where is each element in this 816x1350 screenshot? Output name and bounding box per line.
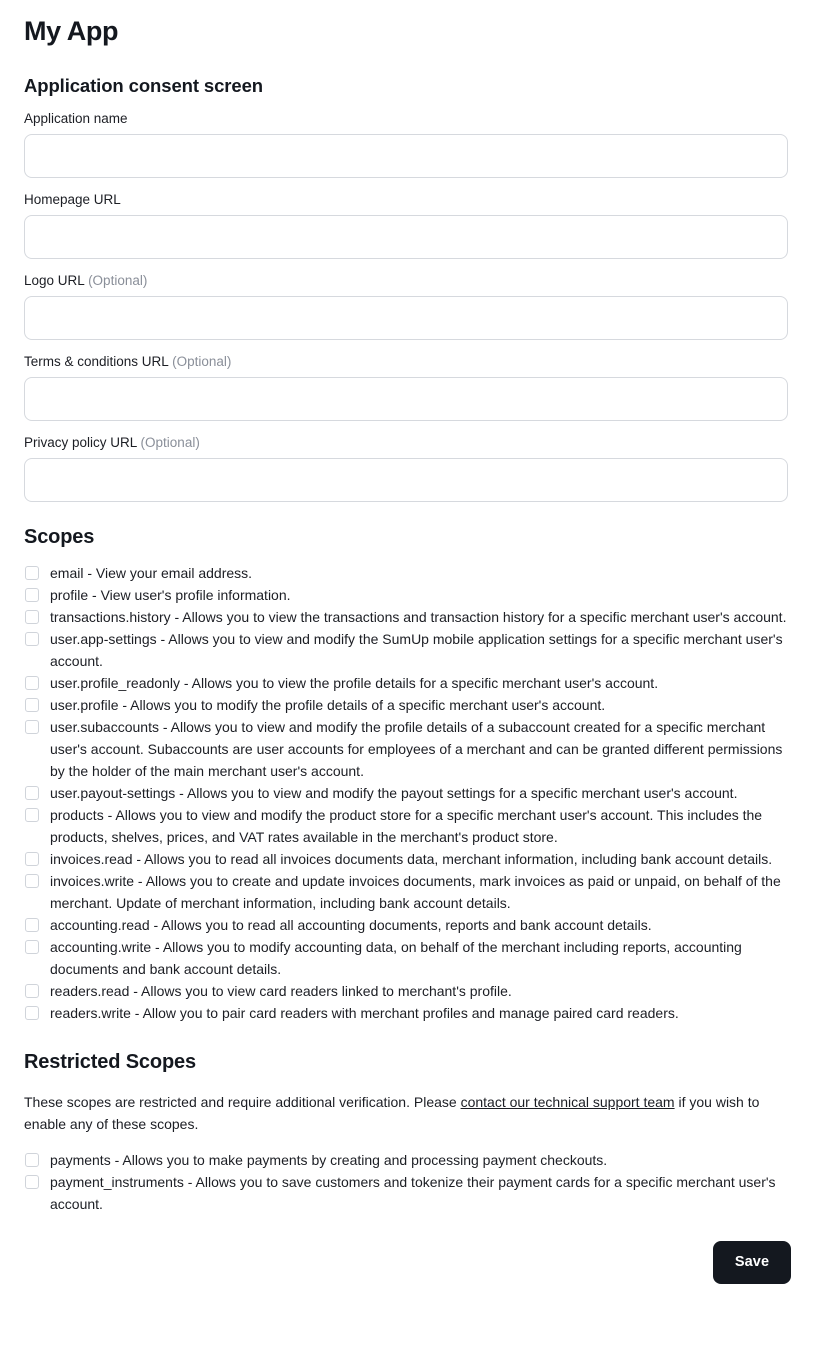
- scope-item[interactable]: [24, 628, 792, 672]
- scope-item[interactable]: [24, 562, 792, 584]
- scope-label: products - Allows you to view and modify the product store for a specific merchant user's account. This includes the products, shelves, prices, and VAT rates available in the merchant's product store.: [50, 806, 763, 845]
- scope-label: payment_instruments - Allows you to save customers and tokenize their payment cards for a specific merchant user's account.: [50, 1173, 776, 1212]
- scope-checkbox[interactable]: [25, 1153, 39, 1167]
- scope-item[interactable]: [24, 716, 792, 782]
- restricted-scopes-heading: Restricted Scopes: [24, 1050, 196, 1073]
- field-label-text: Homepage URL: [24, 191, 121, 207]
- page-heading: Application consent screen: [24, 74, 263, 96]
- scope-item[interactable]: [24, 584, 792, 606]
- field-label-text: Terms & conditions URL: [24, 353, 169, 369]
- scope-checkbox[interactable]: [25, 940, 39, 954]
- scope-checkbox[interactable]: [25, 566, 39, 580]
- scope-label: invoices.read - Allows you to read all invoices documents data, merchant information, including bank account details.: [50, 850, 773, 867]
- field-label-text: Application name: [24, 110, 128, 126]
- scope-label: accounting.write - Allows you to modify accounting data, on behalf of the merchant including reports, accounting documents and bank account details.: [50, 938, 742, 977]
- form-field: [24, 111, 792, 178]
- scope-checkbox[interactable]: [25, 698, 39, 712]
- form-field: [24, 192, 792, 259]
- scope-item[interactable]: [24, 606, 792, 628]
- scope-label: accounting.read - Allows you to read all accounting documents, reports and bank account details.: [50, 916, 652, 933]
- scope-checkbox[interactable]: [25, 918, 39, 932]
- scope-item[interactable]: [24, 1149, 792, 1171]
- scope-item[interactable]: [24, 914, 792, 936]
- scope-label: payments - Allows you to make payments by creating and processing payment checkouts.: [50, 1151, 608, 1168]
- field-optional-tag: (Optional): [88, 272, 148, 288]
- scope-label: readers.write - Allow you to pair card readers with merchant profiles and manage paired card readers.: [50, 1004, 679, 1021]
- scope-label: user.subaccounts - Allows you to view and modify the profile details of a subaccount created for a specific merchant user's account. Subaccounts are user accounts for employees of a merchant and can be granted different permissions by the holder of the main merchant user's account.: [50, 718, 783, 779]
- consent-form: [24, 111, 792, 502]
- scope-label: user.profile_readonly - Allows you to view the profile details for a specific merchant user's account.: [50, 674, 659, 691]
- form-field: [24, 354, 792, 421]
- field-label: [24, 435, 792, 451]
- scope-item[interactable]: [24, 694, 792, 716]
- field-input[interactable]: [24, 296, 788, 340]
- scope-checkbox[interactable]: [25, 588, 39, 602]
- scope-item[interactable]: [24, 672, 792, 694]
- scope-label: user.profile - Allows you to modify the profile details of a specific merchant user's account.: [50, 696, 606, 713]
- scope-checkbox[interactable]: [25, 610, 39, 624]
- scope-item[interactable]: [24, 1171, 792, 1215]
- scope-checkbox[interactable]: [25, 1175, 39, 1189]
- scope-checkbox[interactable]: [25, 984, 39, 998]
- scope-item[interactable]: [24, 848, 792, 870]
- scope-item[interactable]: [24, 804, 792, 848]
- field-label: [24, 354, 792, 370]
- scopes-list: [24, 562, 792, 1024]
- scope-item[interactable]: [24, 980, 792, 1002]
- save-button[interactable]: Save: [713, 1241, 791, 1284]
- scope-label: user.payout-settings - Allows you to view and modify the payout settings for a specific merchant user's account.: [50, 784, 738, 801]
- scope-label: profile - View user's profile information.: [50, 586, 291, 603]
- contact-support-link[interactable]: contact our technical support team: [460, 1093, 675, 1110]
- field-optional-tag: (Optional): [140, 434, 200, 450]
- field-input[interactable]: [24, 215, 788, 259]
- scope-item[interactable]: [24, 782, 792, 804]
- scope-item[interactable]: [24, 1002, 792, 1024]
- scope-item[interactable]: [24, 936, 792, 980]
- scope-label: readers.read - Allows you to view card readers linked to merchant's profile.: [50, 982, 512, 999]
- form-field: [24, 273, 792, 340]
- scope-checkbox[interactable]: [25, 720, 39, 734]
- scope-checkbox[interactable]: [25, 632, 39, 646]
- field-label: [24, 192, 792, 208]
- scope-label: user.app-settings - Allows you to view and modify the SumUp mobile application settings for a specific merchant user's account.: [50, 630, 783, 669]
- field-label: [24, 111, 792, 127]
- scope-checkbox[interactable]: [25, 852, 39, 866]
- form-field: [24, 435, 792, 502]
- app-title: My App: [24, 16, 119, 46]
- scope-label: transactions.history - Allows you to view the transactions and transaction history for a specific merchant user's account.: [50, 608, 787, 625]
- field-input[interactable]: [24, 458, 788, 502]
- field-input[interactable]: [24, 377, 788, 421]
- restricted-note-text-before: These scopes are restricted and require additional verification. Please: [24, 1093, 461, 1110]
- scope-label: email - View your email address.: [50, 564, 253, 581]
- scope-item[interactable]: [24, 870, 792, 914]
- field-optional-tag: (Optional): [172, 353, 232, 369]
- restricted-scopes-note: [24, 1074, 772, 1135]
- restricted-scopes-list: [24, 1149, 792, 1215]
- field-label-text: Logo URL: [24, 272, 85, 288]
- field-label: [24, 273, 792, 289]
- scope-checkbox[interactable]: [25, 808, 39, 822]
- field-input[interactable]: [24, 134, 788, 178]
- scopes-heading: Scopes: [24, 525, 95, 548]
- scope-checkbox[interactable]: [25, 786, 39, 800]
- form-footer: [24, 1215, 792, 1284]
- field-label-text: Privacy policy URL: [24, 434, 137, 450]
- scope-label: invoices.write - Allows you to create and update invoices documents, mark invoices as paid or unpaid, on behalf of the merchant. Update of merchant information, including bank account details.: [50, 872, 781, 911]
- scope-checkbox[interactable]: [25, 874, 39, 888]
- scope-checkbox[interactable]: [25, 1006, 39, 1020]
- restricted-note-text-after: if you wish to enable any of these scopes.: [24, 1093, 760, 1132]
- scope-checkbox[interactable]: [25, 676, 39, 690]
